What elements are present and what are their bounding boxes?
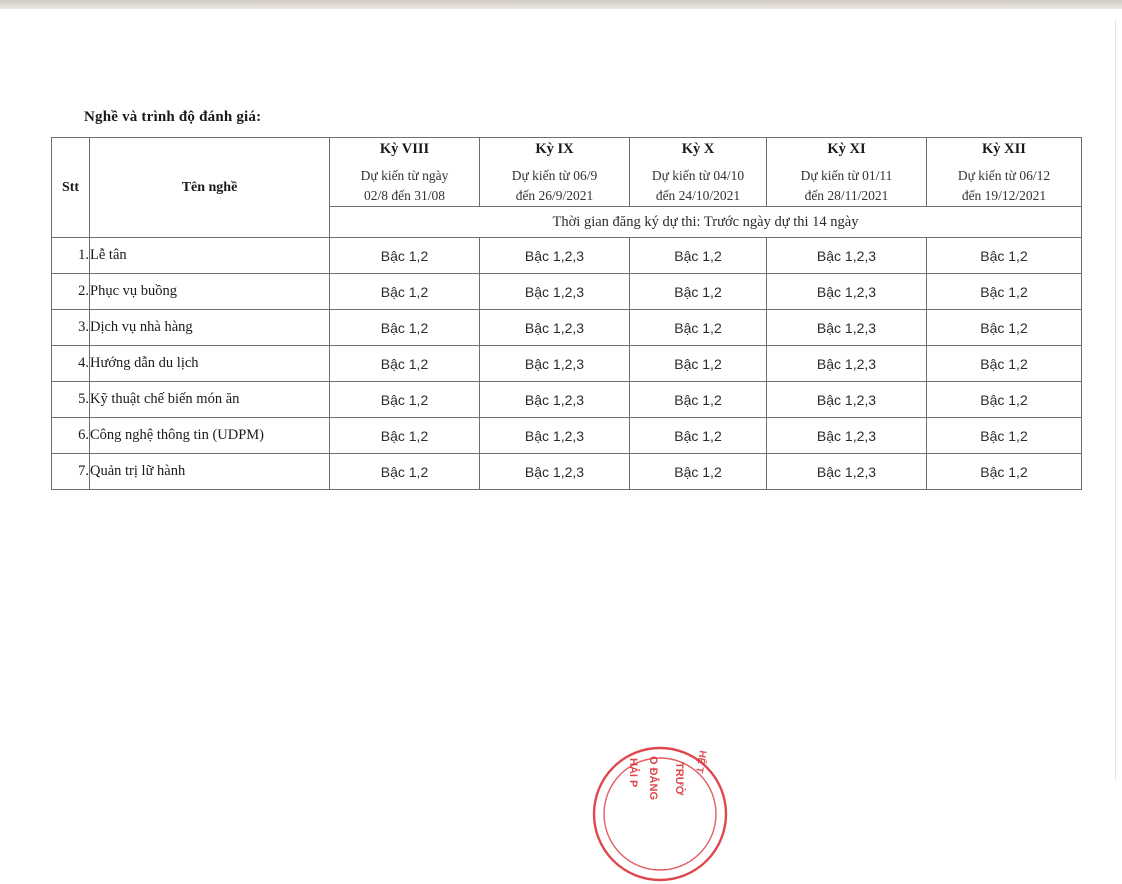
term-header bbox=[480, 138, 630, 207]
level-cell: Bậc 1,2,3 bbox=[480, 274, 630, 310]
level-cell: Bậc 1,2,3 bbox=[767, 346, 927, 382]
level-cell: Bậc 1,2 bbox=[330, 346, 480, 382]
level-cell: Bậc 1,2 bbox=[630, 310, 767, 346]
table-row bbox=[52, 238, 1082, 274]
row-name: Kỹ thuật chế biến món ăn bbox=[90, 382, 330, 418]
level-cell: Bậc 1,2,3 bbox=[480, 382, 630, 418]
stamp-text: TRƯỜ bbox=[673, 762, 685, 796]
row-stt: 1. bbox=[52, 238, 90, 274]
row-stt: 7. bbox=[52, 454, 90, 490]
section-title: Nghề và trình độ đánh giá: bbox=[84, 109, 262, 125]
term-name: Kỳ XII bbox=[982, 141, 1026, 157]
table-row bbox=[52, 454, 1082, 490]
name-header: Tên nghề bbox=[90, 138, 330, 238]
header-row bbox=[52, 138, 1082, 207]
level-cell: Bậc 1,2 bbox=[330, 418, 480, 454]
level-cell: Bậc 1,2,3 bbox=[767, 310, 927, 346]
term-range-line2: đến 24/10/2021 bbox=[655, 188, 741, 203]
assessment-schedule-table bbox=[51, 137, 1082, 490]
level-cell: Bậc 1,2 bbox=[330, 274, 480, 310]
term-header bbox=[767, 138, 927, 207]
row-name: Công nghệ thông tin (UDPM) bbox=[90, 418, 330, 454]
row-name: Hướng dẫn du lịch bbox=[90, 346, 330, 382]
level-cell: Bậc 1,2,3 bbox=[767, 238, 927, 274]
term-range-line2: đến 28/11/2021 bbox=[804, 188, 889, 203]
table-row bbox=[52, 382, 1082, 418]
level-cell: Bậc 1,2 bbox=[630, 274, 767, 310]
term-name: Kỳ XI bbox=[827, 141, 866, 157]
term-range-line1: Dự kiến từ 01/11 bbox=[800, 168, 893, 183]
level-cell: Bậc 1,2 bbox=[927, 238, 1082, 274]
term-name: Kỳ IX bbox=[535, 141, 574, 157]
level-cell: Bậc 1,2 bbox=[330, 310, 480, 346]
stamp-text: O ĐẲNG bbox=[647, 756, 659, 800]
row-name: Lễ tân bbox=[90, 238, 330, 274]
term-range-line2: đến 26/9/2021 bbox=[515, 188, 594, 203]
level-cell: Bậc 1,2 bbox=[927, 382, 1082, 418]
term-range-line2: 02/8 đến 31/08 bbox=[364, 188, 445, 203]
term-name: Kỳ VIII bbox=[379, 141, 430, 157]
row-stt: 6. bbox=[52, 418, 90, 454]
level-cell: Bậc 1,2,3 bbox=[480, 238, 630, 274]
level-cell: Bậc 1,2 bbox=[927, 346, 1082, 382]
level-cell: Bậc 1,2 bbox=[630, 238, 767, 274]
table-row bbox=[52, 418, 1082, 454]
term-header bbox=[630, 138, 767, 207]
term-header bbox=[927, 138, 1082, 207]
stamp-text: HỆ T bbox=[693, 749, 708, 774]
table-row bbox=[52, 274, 1082, 310]
level-cell: Bậc 1,2,3 bbox=[767, 454, 927, 490]
term-range-line1: Dự kiến từ 06/9 bbox=[511, 168, 598, 183]
level-cell: Bậc 1,2 bbox=[927, 454, 1082, 490]
level-cell: Bậc 1,2 bbox=[630, 454, 767, 490]
level-cell: Bậc 1,2,3 bbox=[767, 382, 927, 418]
level-cell: Bậc 1,2 bbox=[630, 346, 767, 382]
stamp-text: HẢI P bbox=[627, 758, 639, 788]
row-name: Phục vụ buồng bbox=[90, 274, 330, 310]
scan-top-edge bbox=[0, 0, 1122, 9]
row-stt: 3. bbox=[52, 310, 90, 346]
level-cell: Bậc 1,2 bbox=[630, 382, 767, 418]
row-name: Quản trị lữ hành bbox=[90, 454, 330, 490]
level-cell: Bậc 1,2,3 bbox=[480, 418, 630, 454]
level-cell: Bậc 1,2,3 bbox=[767, 274, 927, 310]
level-cell: Bậc 1,2 bbox=[630, 418, 767, 454]
term-range-line1: Dự kiến từ ngày bbox=[360, 168, 449, 183]
term-range-line1: Dự kiến từ 06/12 bbox=[957, 168, 1051, 183]
level-cell: Bậc 1,2 bbox=[927, 310, 1082, 346]
row-stt: 5. bbox=[52, 382, 90, 418]
term-range-line2: đến 19/12/2021 bbox=[961, 188, 1047, 203]
term-name: Kỳ X bbox=[681, 141, 715, 157]
level-cell: Bậc 1,2 bbox=[330, 238, 480, 274]
level-cell: Bậc 1,2 bbox=[927, 418, 1082, 454]
table-row bbox=[52, 346, 1082, 382]
level-cell: Bậc 1,2,3 bbox=[480, 310, 630, 346]
term-header bbox=[330, 138, 480, 207]
red-seal-stamp bbox=[590, 744, 730, 884]
level-cell: Bậc 1,2,3 bbox=[480, 454, 630, 490]
scan-right-edge bbox=[1115, 20, 1116, 780]
level-cell: Bậc 1,2 bbox=[330, 382, 480, 418]
registration-note: Thời gian đăng ký dự thi: Trước ngày dự thi 14 ngày bbox=[330, 207, 1082, 238]
row-stt: 2. bbox=[52, 274, 90, 310]
row-stt: 4. bbox=[52, 346, 90, 382]
row-name: Dịch vụ nhà hàng bbox=[90, 310, 330, 346]
table-row bbox=[52, 310, 1082, 346]
level-cell: Bậc 1,2 bbox=[927, 274, 1082, 310]
level-cell: Bậc 1,2,3 bbox=[767, 418, 927, 454]
level-cell: Bậc 1,2,3 bbox=[480, 346, 630, 382]
stt-header: Stt bbox=[52, 138, 90, 238]
term-range-line1: Dự kiến từ 04/10 bbox=[651, 168, 745, 183]
level-cell: Bậc 1,2 bbox=[330, 454, 480, 490]
